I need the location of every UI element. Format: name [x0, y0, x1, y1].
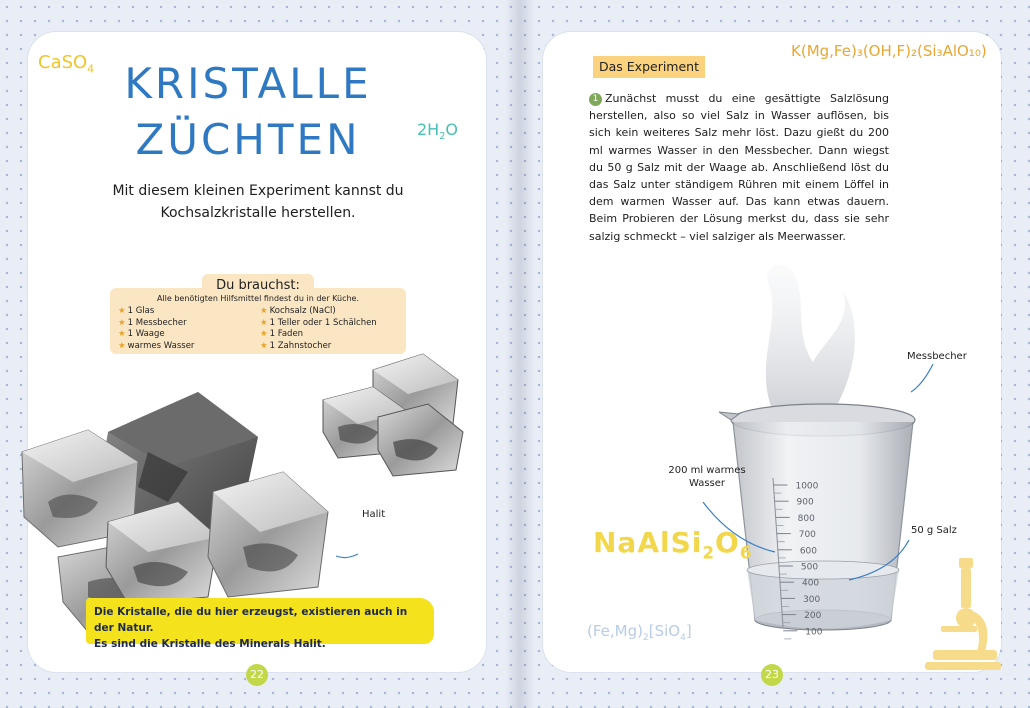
star-icon: ★: [260, 329, 268, 339]
scale-label: 500: [800, 562, 819, 573]
right-page: [543, 32, 1001, 681]
scale-label: 900: [796, 497, 814, 508]
list-item: ★ 1 Glas: [118, 306, 155, 316]
materials-heading: Du brauchst:: [202, 274, 314, 296]
list-item: ★ warmes Wasser: [118, 340, 195, 351]
label-salz: 50 g Salz: [911, 525, 957, 536]
list-item: ★ 1 Messbecher: [118, 317, 187, 328]
scale-label: 100: [805, 627, 823, 638]
star-icon: ★: [118, 329, 126, 339]
star-icon: ★: [260, 340, 268, 351]
scale-label: 600: [799, 546, 818, 557]
intro-line-2: Kochsalzkristalle herstellen.: [160, 205, 356, 221]
callout-line-2: Es sind die Kristalle des Minerals Halit.: [94, 638, 326, 650]
book-gutter: [505, 0, 535, 708]
formula-naalsi: $NaAlSi_2O_6$: [593, 526, 753, 563]
title-line-1: KRISTALLE: [124, 59, 372, 108]
list-item: ★ Kochsalz (NaCl): [260, 306, 336, 316]
scale-label: 200: [804, 611, 822, 622]
left-page: [28, 32, 486, 681]
crystal-right: [208, 472, 328, 597]
nature-callout: [86, 598, 434, 650]
scale-label: 300: [803, 594, 821, 605]
star-icon: ★: [118, 317, 126, 328]
list-item: ★ 1 Teller oder 1 Schälchen: [260, 317, 377, 328]
section-title: Das Experiment: [593, 56, 705, 78]
scale-label: 400: [801, 578, 820, 589]
formula-biotite: K(Mg,Fe)₃(OH,F)₂(Si₃AlO₁₀): [791, 42, 987, 60]
intro-text: [88, 180, 428, 224]
title-line-2: ZÜCHTEN: [135, 115, 361, 164]
scale-label: 700: [798, 530, 816, 541]
page-number-right: 23: [761, 664, 783, 686]
page-number-left: 22: [246, 664, 268, 686]
scale-label: 800: [797, 513, 815, 524]
star-icon: ★: [260, 317, 268, 328]
scale-label: 1000: [795, 481, 819, 492]
microscope-icon: [923, 552, 1003, 672]
halit-pointer: [336, 554, 358, 558]
label-wasser: 200 ml warmes Wasser: [668, 465, 746, 489]
list-item: ★ 1 Zahnstocher: [260, 340, 332, 351]
step-number-badge: 1: [589, 93, 602, 106]
crystal-small-cluster: [323, 354, 463, 476]
page-title: [88, 56, 408, 168]
formula-olivine: $(Fe,Mg)_2[SiO_4]$: [587, 622, 692, 643]
halit-label: Halit: [362, 509, 386, 520]
experiment-paragraph: Zunächst musst du eine gesättigte Salzlösung herstellen, also so viel Salz in Wasser auflösen, bis sich kein weiteres Salz mehr löst. Dazu gießt du 200 ml warmes Wasser in den Messbecher. Dann wiegst du 50 g Salz mit der Waage ab. Anschließend löst du das Salz unter ständigem Rühren mit einem Löffel in dem warmen Wasser auf. Das kann etwas dauern. Beim Probieren der Lösung merkst du, dass sie sehr salzig schmeckt – viel salziger als Meerwasser.: [589, 92, 889, 243]
list-item: ★ 1 Faden: [260, 329, 304, 339]
label-messbecher: Messbecher: [907, 351, 967, 362]
formula-water: $2H_2O$: [417, 120, 458, 143]
star-icon: ★: [118, 306, 126, 316]
list-item: ★ 1 Waage: [118, 329, 165, 339]
star-icon: ★: [118, 340, 126, 351]
formula-caso4: CaSO$_4$: [38, 52, 95, 76]
intro-line-1: Mit diesem kleinen Experiment kannst du: [112, 183, 404, 199]
materials-note: Alle benötigten Hilfsmittel findest du in der Küche.: [156, 294, 360, 303]
halite-crystals-illustration: [28, 342, 478, 602]
star-icon: ★: [260, 306, 268, 316]
callout-line-1: Die Kristalle, die du hier erzeugst, existieren auch in der Natur.: [94, 606, 408, 634]
